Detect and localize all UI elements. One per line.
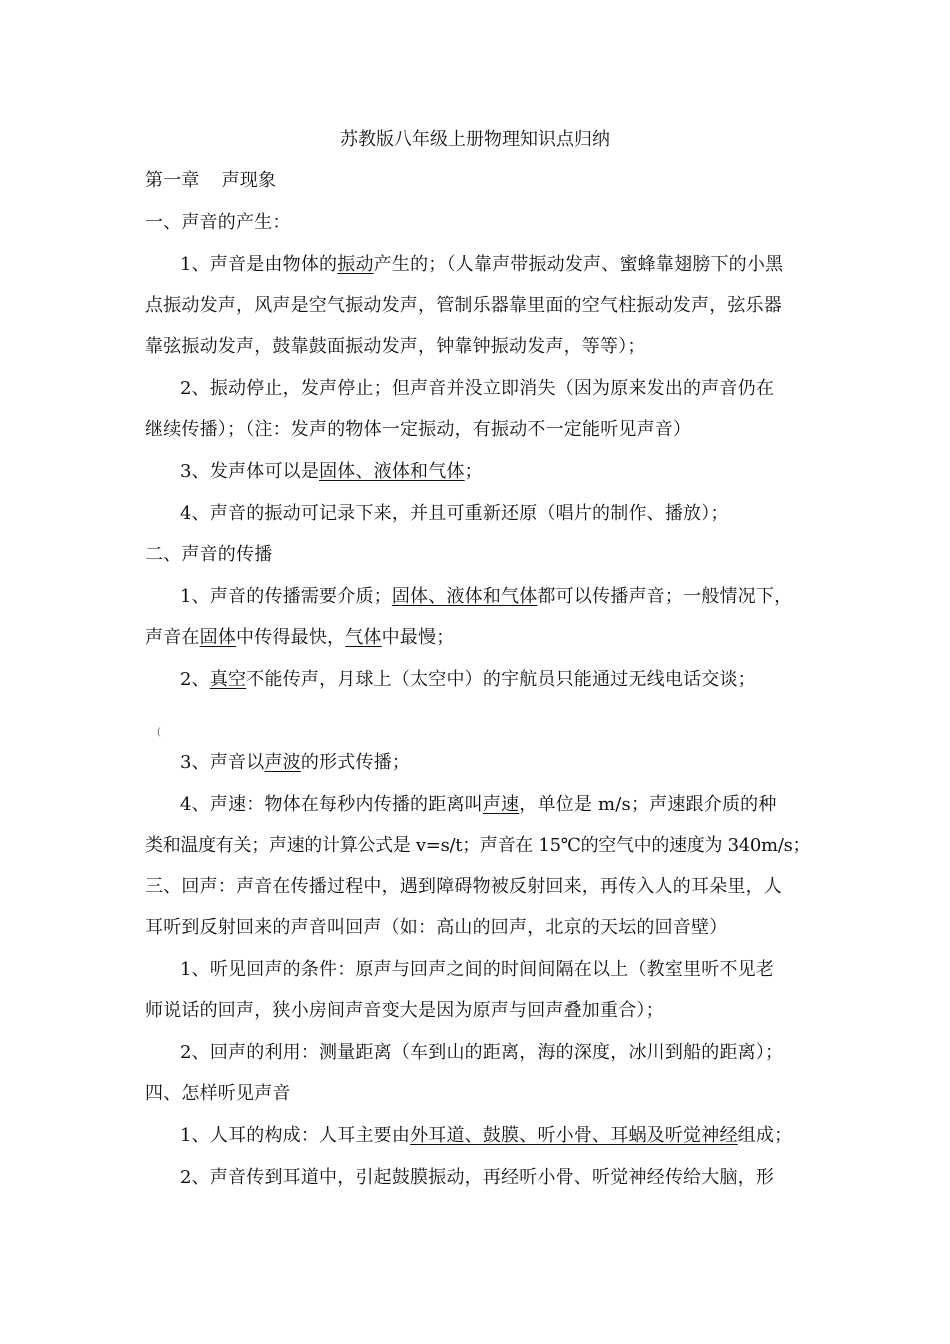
text: 的形式传播； (300, 752, 411, 773)
section-3-line2: 耳听到反射回来的声音叫回声（如：高山的回声，北京的天坛的回音壁） (145, 917, 728, 938)
underlined-term: 固体、液体和气体 (319, 461, 465, 482)
section-1-heading: 一、声音的产生： (145, 212, 291, 233)
section-4-heading: 四、怎样听见声音 (145, 1083, 291, 1104)
chapter-label: 第一章 (145, 170, 200, 191)
text: 产生的；（人靠声带振动发声、蜜蜂靠翅膀下的小黑 (373, 254, 784, 275)
stray-mark: ( (157, 727, 161, 738)
text: 1、人耳的构成：人耳主要由 (180, 1125, 411, 1146)
text: ，单位是 m/s；声速跟介质的种 (519, 794, 777, 815)
s1-p1-line2: 点振动发声，风声是空气振动发声，管制乐器靠里面的空气柱振动发声，弦乐器 (145, 295, 782, 316)
text: 1、声音的传播需要介质； (180, 586, 392, 607)
s2-p4-line1 (180, 792, 810, 818)
s3-p2: 2、回声的利用：测量距离（车到山的距离，海的深度，冰川到船的距离）； (180, 1042, 784, 1063)
text: ； (464, 461, 483, 482)
s1-p1-line3: 靠弦振动发声，鼓靠鼓面振动发声，钟靠钟振动发声，等等）； (145, 336, 646, 357)
s2-p2 (180, 667, 810, 693)
s2-p1-line1 (180, 584, 810, 610)
s3-p1-line2: 师说话的回声，狭小房间声音变大是因为原声与回声叠加重合）； (145, 1000, 664, 1021)
text: 2、 (180, 669, 210, 690)
text: 3、发声体可以是 (180, 461, 320, 482)
s1-p3 (180, 459, 810, 485)
s4-p1 (180, 1123, 810, 1149)
s3-p1-line1: 1、听见回声的条件：原声与回声之间的时间间隔在以上（教室里听不见老 (180, 959, 775, 980)
chapter-name: 声现象 (221, 170, 277, 191)
underlined-term: 气体 (345, 627, 382, 648)
s1-p2-line1: 2、振动停止，发声停止；但声音并没立即消失（因为原来发出的声音仍在 (180, 378, 775, 399)
text: 声音在 (145, 627, 200, 648)
document-title: 苏教版八年级上册物理知识点归纳 (340, 129, 610, 150)
underlined-term: 固体 (199, 627, 237, 648)
s1-p1-line1 (180, 252, 810, 278)
text: 3、声音以 (180, 752, 265, 773)
underlined-term: 声波 (264, 752, 301, 773)
text: 4、声速：物体在每秒内传播的距离叫 (180, 794, 483, 815)
underlined-term: 真空 (209, 669, 247, 690)
text: 中最慢； (381, 627, 455, 648)
section-2-heading: 二、声音的传播 (145, 544, 273, 565)
underlined-term: 固体、液体和气体 (391, 586, 538, 607)
chapter-heading (145, 168, 815, 194)
s1-p2-line2: 继续传播）；（注：发声的物体一定振动，有振动不一定能听见声音） (145, 419, 692, 440)
text: 1、声音是由物体的 (180, 254, 338, 275)
s1-p4: 4、声音的振动可记录下来，并且可重新还原（唱片的制作、播放）； (180, 503, 729, 524)
underlined-term: 外耳道、鼓膜、听小骨、耳蜗及听觉神经 (410, 1125, 738, 1146)
underlined-term: 振动 (337, 254, 374, 275)
section-3-line1: 三、回声：声音在传播过程中，遇到障碍物被反射回来，再传入人的耳朵里，人 (145, 876, 782, 897)
text: 都可以传播声音；一般情况下， (537, 586, 793, 607)
s2-p4-line2: 类和温度有关；声速的计算公式是 v=s/t；声音在 15℃的空气中的速度为 340m/s； (145, 835, 811, 856)
text: 不能传声，月球上（太空中）的宇航员只能通过无线电话交谈； (246, 669, 756, 690)
text: 组成； (737, 1125, 793, 1146)
s4-p2: 2、声音传到耳道中，引起鼓膜振动，再经听小骨、听觉神经传给大脑，形 (180, 1167, 775, 1188)
text: 中传得最快， (236, 627, 346, 648)
s2-p1-line2 (145, 625, 815, 651)
underlined-term: 声速 (482, 794, 520, 815)
s2-p3 (180, 750, 810, 776)
